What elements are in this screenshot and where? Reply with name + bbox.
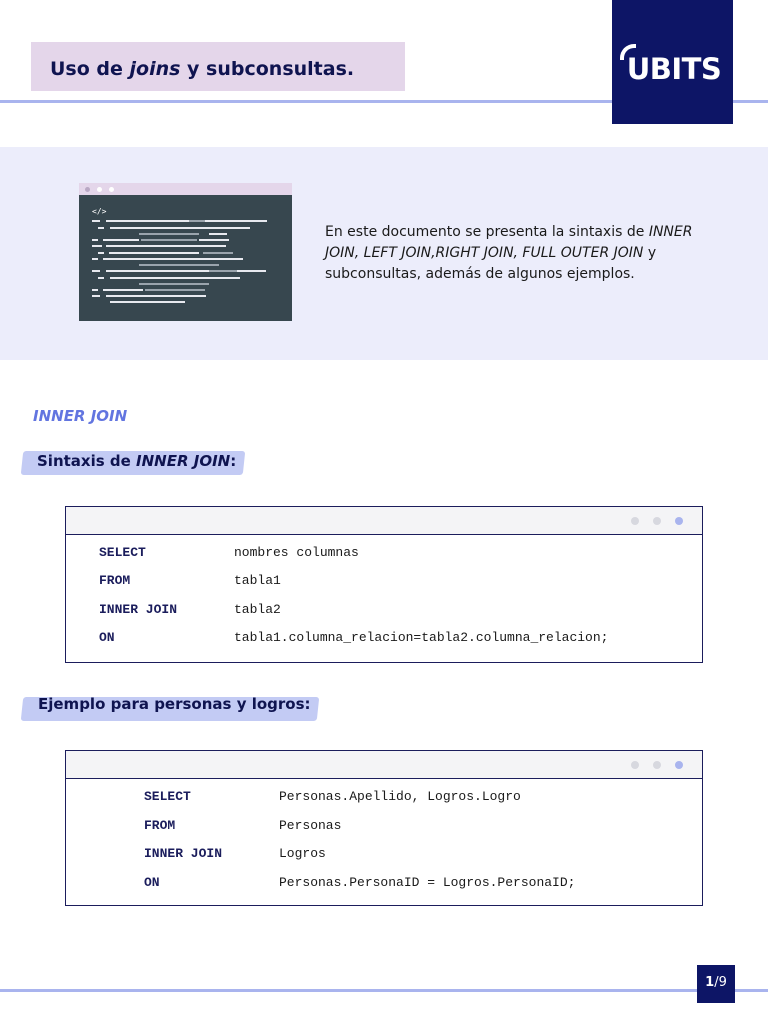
window-dot-icon (675, 761, 683, 769)
intro-paragraph: En este documento se presenta la sintaxis de INNER JOIN, LEFT JOIN,RIGHT JOIN, FULL OUTER JOIN y subconsultas, además de algunos ejemplos. (325, 224, 693, 282)
footer-divider-right (735, 989, 768, 992)
window-dot-icon (97, 187, 102, 192)
sql-keyword: ON (144, 875, 160, 890)
code-line (106, 295, 206, 297)
code-line (103, 289, 143, 291)
window-dot-icon (109, 187, 114, 192)
code-block-header (66, 507, 702, 535)
sql-value: Personas.Apellido, Logros.Logro (279, 789, 521, 804)
code-line (98, 227, 104, 229)
window-dot-icon (675, 517, 683, 525)
sql-keyword: FROM (144, 818, 176, 833)
sql-value: tabla1 (234, 573, 281, 588)
sql-value: Logros (279, 846, 326, 861)
code-line (189, 220, 205, 222)
page-title: Uso de joins y subconsultas. (50, 58, 355, 80)
header-divider-right (733, 100, 768, 103)
sql-keyword: SELECT (99, 545, 146, 560)
code-line (209, 220, 267, 222)
example-label: Ejemplo para personas y logros: (38, 695, 311, 713)
window-dot-icon (631, 761, 639, 769)
sql-value: Personas.PersonaID = Logros.PersonaID; (279, 875, 576, 890)
page-number: 1/9 (705, 975, 727, 990)
sql-value: tabla1.columna_relacion=tabla2.columna_relacion; (234, 630, 609, 645)
code-line (103, 258, 243, 260)
code-line (209, 270, 237, 272)
code-line (98, 277, 104, 279)
syntax-code-block (65, 506, 703, 663)
sql-value: nombres columnas (234, 545, 359, 560)
code-line (110, 301, 185, 303)
code-line (203, 252, 233, 254)
window-dot-icon (653, 517, 661, 525)
code-line (92, 270, 100, 272)
code-line (92, 295, 100, 297)
sql-keyword: SELECT (144, 789, 191, 804)
code-line (109, 252, 199, 254)
code-line (209, 233, 227, 235)
code-line (98, 252, 104, 254)
syntax-label: Sintaxis de INNER JOIN: (37, 452, 237, 470)
code-line (106, 245, 226, 247)
code-line (199, 239, 229, 241)
code-tag-label: </> (92, 207, 107, 216)
section-heading: INNER JOIN (33, 407, 128, 425)
sql-keyword: INNER JOIN (144, 846, 223, 861)
code-block-header (66, 751, 702, 779)
code-line (106, 270, 266, 272)
code-line (110, 277, 240, 279)
code-line (139, 283, 209, 285)
code-line (141, 239, 197, 241)
sql-keyword: FROM (99, 573, 131, 588)
code-line (92, 258, 98, 260)
code-line (92, 239, 98, 241)
footer-divider (0, 989, 697, 992)
code-line (92, 289, 98, 291)
code-window-icon (79, 183, 292, 321)
code-line (139, 233, 199, 235)
sql-keyword: INNER JOIN (99, 602, 178, 617)
window-dot-icon (631, 517, 639, 525)
code-line (145, 289, 205, 291)
code-line (110, 227, 250, 229)
code-line (92, 245, 102, 247)
example-code-block (65, 750, 703, 906)
sql-value: tabla2 (234, 602, 281, 617)
logo: UBITS (626, 52, 722, 86)
window-dot-icon (653, 761, 661, 769)
code-line (92, 220, 100, 222)
header-divider (0, 100, 612, 103)
sql-value: Personas (279, 818, 342, 833)
window-dot-icon (85, 187, 90, 192)
code-line (139, 264, 219, 266)
code-line (103, 239, 139, 241)
sql-keyword: ON (99, 630, 115, 645)
